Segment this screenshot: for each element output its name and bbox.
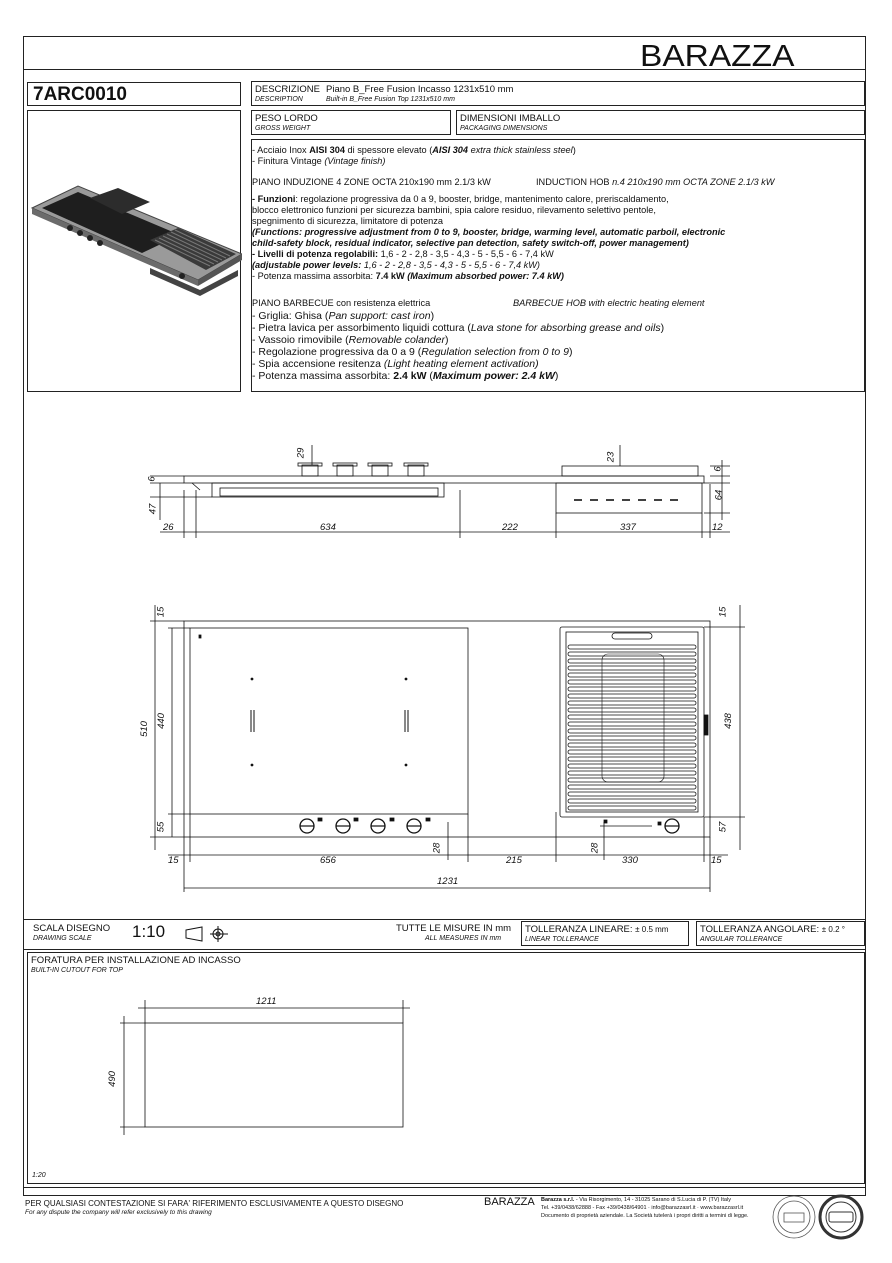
spec-line-11: - Potenza massima assorbita: 7.4 kW (Maximum absorbed power: 7.4 kW) xyxy=(252,271,564,281)
grill-bar xyxy=(568,736,696,740)
scale-label: SCALA DISEGNO xyxy=(33,923,111,934)
footer-contacts: Tel. +39/0438/62888 - Fax +39/0438/64901 · info@barazzasrl.it · www.barazzasrl.it xyxy=(541,1205,744,1211)
grill-bar xyxy=(568,722,696,726)
grill-bar xyxy=(568,778,696,782)
dim-top-215: 215 xyxy=(506,855,522,866)
dim-top-510: 510 xyxy=(138,721,150,737)
grill-bar xyxy=(568,806,696,810)
spec-line-9: - Livelli di potenza regolabili: 1,6 - 2 - 2,8 - 3,5 - 4,3 - 5 - 5,5 - 6 - 7,4 kW xyxy=(252,249,554,259)
dim-side-222: 222 xyxy=(502,522,518,533)
cutout-scale: 1:20 xyxy=(32,1172,46,1179)
spec-line-7: (Functions: progressive adjustment from 0 to 9, booster, bridge, warming level, automatic parboil, electronic xyxy=(252,227,726,237)
dim-side-6a: 6 xyxy=(146,476,158,482)
footer-rights: Documento di proprietà aziendale. La Società tutelerà i propri diritti a termini di legge. xyxy=(541,1213,749,1219)
cutout-title-en: BUILT-IN CUTOUT FOR TOP xyxy=(31,967,123,974)
dim-side-337: 337 xyxy=(620,522,636,533)
packaging-label: DIMENSIONI IMBALLO xyxy=(460,113,561,124)
dim-side-64: 64 xyxy=(713,489,725,501)
dim-top-440: 440 xyxy=(155,713,167,729)
dim-top-15a: 15 xyxy=(155,606,167,618)
grill-bar xyxy=(568,687,696,691)
dim-top-28a: 28 xyxy=(431,842,443,854)
gross-weight-label-en: GROSS WEIGHT xyxy=(255,125,311,132)
description-value-en: Built-in B_Free Fusion Top 1231x510 mm xyxy=(326,96,455,103)
grill-bar xyxy=(568,729,696,733)
dim-top-656: 656 xyxy=(320,855,336,866)
spec-line-2: - Finitura Vintage (Vintage finish) xyxy=(252,156,386,166)
dim-side-26: 26 xyxy=(163,522,174,533)
spec-line-1: - Acciaio Inox AISI 304 di spessore elevato (AISI 304 extra thick stainless steel) xyxy=(252,145,576,155)
scale-label-en: DRAWING SCALE xyxy=(33,935,92,942)
spec-line-12b: BARBECUE HOB with electric heating element xyxy=(513,298,705,308)
spec-line-12: PIANO BARBECUE con resistenza elettrica xyxy=(252,298,431,308)
angular-tolerance-label: TOLLERANZA ANGOLARE: ± 0.2 ° xyxy=(700,924,845,935)
product-image xyxy=(30,170,242,300)
grill-bar xyxy=(568,708,696,712)
grill-bar xyxy=(568,715,696,719)
side-view-drawing xyxy=(0,430,892,550)
certification-seal-icon xyxy=(770,1194,818,1240)
dim-top-330: 330 xyxy=(622,855,638,866)
grill-bar xyxy=(568,694,696,698)
footer-dispute: PER QUALSIASI CONTESTAZIONE SI FARA' RIFERIMENTO ESCLUSIVAMENTE A QUESTO DISEGNO xyxy=(25,1199,404,1208)
grill-bar xyxy=(568,680,696,684)
spec-line-18: - Potenza massima assorbita: 2.4 kW (Maximum power: 2.4 kW) xyxy=(252,370,559,382)
spec-line-10: (adjustable power levels: 1,6 - 2 - 2,8 - 3,5 - 4,3 - 5 - 5,5 - 6 - 7,4 kW) xyxy=(252,260,540,270)
projection-symbol-icon xyxy=(184,925,230,943)
footer-brand-logo: BARAZZA xyxy=(484,1196,535,1208)
footer-divider xyxy=(23,1187,866,1188)
angular-tolerance-label-en: ANGULAR TOLLERANCE xyxy=(700,936,783,943)
product-code: 7ARC0010 xyxy=(33,84,127,105)
dim-top-438: 438 xyxy=(722,713,734,729)
brand-logo: BARAZZA xyxy=(640,38,795,73)
dim-top-55: 55 xyxy=(155,821,167,833)
grill-bar xyxy=(568,645,696,649)
grill-bar xyxy=(568,673,696,677)
spec-line-13: - Griglia: Ghisa (Pan support: cast iron) xyxy=(252,310,435,322)
measures-label-en: ALL MEASURES IN mm xyxy=(425,935,502,942)
linear-tolerance-label-en: LINEAR TOLLERANCE xyxy=(525,936,599,943)
dim-side-23: 23 xyxy=(605,451,617,463)
grill-bar xyxy=(568,771,696,775)
measures-label: TUTTE LE MISURE IN mm xyxy=(396,923,512,934)
footer-dispute-en: For any dispute the company will refer exclusively to this drawing xyxy=(25,1209,212,1216)
dim-side-12: 12 xyxy=(712,522,723,533)
cutout-title: FORATURA PER INSTALLAZIONE AD INCASSO xyxy=(31,955,241,966)
spec-line-14: - Pietra lavica per assorbimento liquidi cottura (Lava stone for absorbing grease and oils) xyxy=(252,322,665,334)
dim-side-634: 634 xyxy=(320,522,336,533)
spec-line-8: child-safety block, residual indicator, selective pan detection, safety switch-off, power management) xyxy=(252,238,689,248)
grill-bar xyxy=(568,792,696,796)
grill-bar xyxy=(568,659,696,663)
grill-bar xyxy=(568,701,696,705)
scale-row-divider-bottom xyxy=(23,949,866,950)
dim-side-29: 29 xyxy=(295,447,307,459)
scale-value: 1:10 xyxy=(132,922,166,941)
dim-top-15c: 15 xyxy=(168,855,179,866)
footer-company: Barazza s.r.l. - Via Risorgimento, 14 - 31025 Sarano di S.Lucia di P. (TV) Italy xyxy=(541,1197,731,1203)
top-view-drawing xyxy=(0,600,892,900)
grill-bar xyxy=(568,785,696,789)
spec-line-17: - Spia accensione resitenza (Light heating element activation) xyxy=(252,358,539,370)
iqnet-seal-icon xyxy=(818,1194,864,1240)
description-value: Piano B_Free Fusion Incasso 1231x510 mm xyxy=(326,84,514,95)
spec-line-4: - Funzioni: regolazione progressiva da 0 a 9, booster, bridge, mantenimento calore, preriscaldamento, xyxy=(252,194,669,204)
cutout-drawing xyxy=(100,990,420,1140)
grill-bar xyxy=(568,764,696,768)
dim-top-1231: 1231 xyxy=(437,876,459,887)
scale-row-divider-top xyxy=(23,919,866,920)
cutout-width: 1211 xyxy=(256,996,277,1007)
dim-top-15b: 15 xyxy=(717,606,729,618)
spec-line-6: spegnimento di sicurezza, limitatore di potenza xyxy=(252,216,443,226)
dim-top-28b: 28 xyxy=(589,842,601,854)
gross-weight-label: PESO LORDO xyxy=(255,113,318,124)
description-label-en: DESCRIPTION xyxy=(255,96,303,103)
spec-line-3b: INDUCTION HOB n.4 210x190 mm OCTA ZONE 2.1/3 kW xyxy=(536,177,775,187)
spec-line-5: blocco elettronico funzioni per sicurezza bambini, spia calore residuo, rilevamento selettivo pentole, xyxy=(252,205,656,215)
spec-line-3: PIANO INDUZIONE 4 ZONE OCTA 210x190 mm 2.1/3 kW xyxy=(252,177,491,187)
grill-bar xyxy=(568,757,696,761)
dim-side-6b: 6 xyxy=(712,466,724,472)
dim-side-47: 47 xyxy=(147,503,159,515)
dim-top-15d: 15 xyxy=(711,855,722,866)
grill-bar xyxy=(568,799,696,803)
description-label: DESCRIZIONE xyxy=(255,84,320,95)
spec-line-15: - Vassoio rimovibile (Removable colander) xyxy=(252,334,449,346)
grill-bar xyxy=(568,666,696,670)
spec-line-16: - Regolazione progressiva da 0 a 9 (Regulation selection from 0 to 9) xyxy=(252,346,573,358)
cutout-height: 490 xyxy=(106,1071,118,1087)
packaging-label-en: PACKAGING DIMENSIONS xyxy=(460,125,548,132)
dim-top-57: 57 xyxy=(717,821,729,833)
grill-bar xyxy=(568,743,696,747)
grill-bar xyxy=(568,750,696,754)
linear-tolerance-label: TOLLERANZA LINEARE: ± 0.5 mm xyxy=(525,924,669,935)
